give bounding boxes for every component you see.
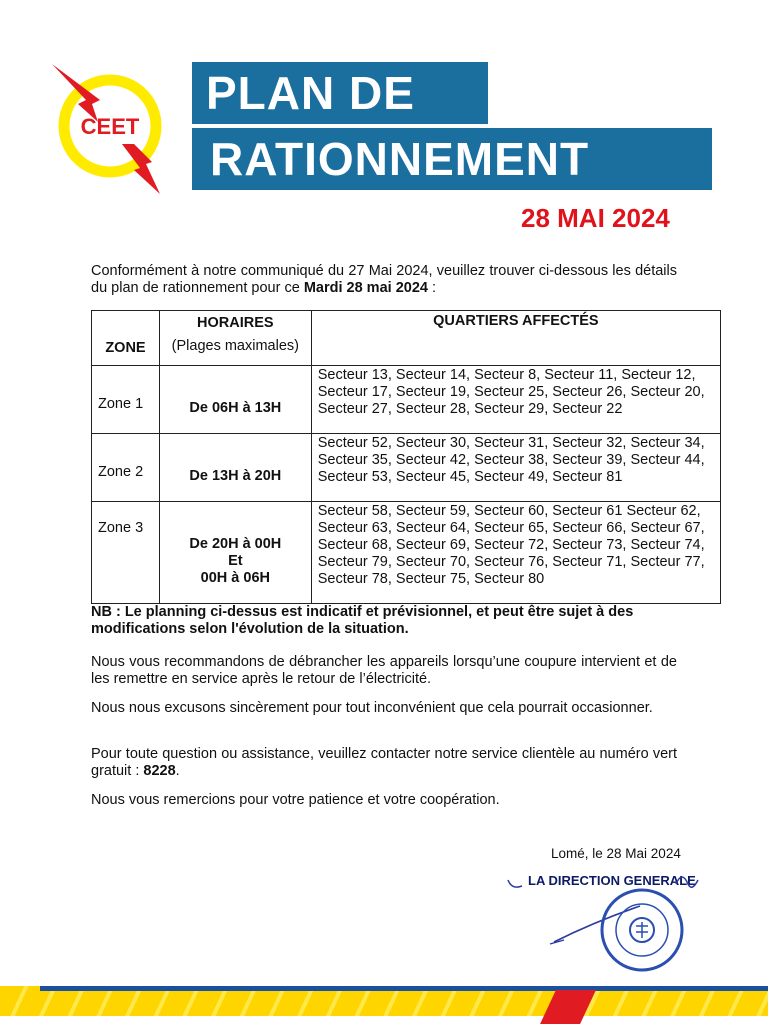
hotline-number: 8228 bbox=[143, 763, 176, 779]
apology-paragraph: Nous nous excusons sincèrement pour tout inconvénient que cela pourrait occasionner. bbox=[91, 700, 653, 716]
horaire-cell: De 06H à 13H bbox=[159, 366, 311, 434]
ceet-logo bbox=[48, 60, 170, 196]
intro-bold-date: Mardi 28 mai 2024 bbox=[303, 280, 428, 296]
table-header-row bbox=[92, 311, 721, 366]
zone-cell: Zone 3 bbox=[92, 502, 160, 604]
contact-paragraph: Pour toute question ou assistance, veuillez contacter notre service clientèle au numéro vert gratuit : 8228. bbox=[91, 746, 677, 779]
horaire-cell: De 13H à 20H bbox=[159, 434, 311, 502]
signature-block bbox=[490, 866, 726, 978]
header-quartiers: QUARTIERS AFFECTÉS bbox=[311, 311, 720, 366]
banner-title-line2: RATIONNEMENT bbox=[192, 128, 712, 190]
zone-cell: Zone 1 bbox=[92, 366, 160, 434]
place-date: Lomé, le 28 Mai 2024 bbox=[551, 846, 681, 861]
table-row bbox=[92, 366, 721, 434]
horaire-cell: De 20H à 00H Et 00H à 06H bbox=[159, 502, 311, 604]
svg-text:CEET: CEET bbox=[80, 114, 140, 139]
quartiers-cell: Secteur 52, Secteur 30, Secteur 31, Secteur 32, Secteur 34, Secteur 35, Secteur 42, Secteur 38, Secteur 39, Secteur 44, Secteur 53, Secteur 45, Secteur 49, Secteur 81 bbox=[311, 434, 720, 502]
signature-stamp-icon bbox=[490, 866, 726, 978]
table-row bbox=[92, 502, 721, 604]
rationing-table bbox=[91, 310, 721, 604]
advice-paragraph: Nous vous recommandons de débrancher les appareils lorsqu’une coupure intervient et de les remettre en service après le retour de l’électricité. bbox=[91, 654, 677, 687]
quartiers-cell: Secteur 13, Secteur 14, Secteur 8, Secteur 11, Secteur 12, Secteur 17, Secteur 19, Secteur 25, Secteur 26, Secteur 20, Secteur 27, Secteur 28, Secteur 29, Secteur 22 bbox=[311, 366, 720, 434]
thanks-paragraph: Nous vous remercions pour votre patience et votre coopération. bbox=[91, 792, 500, 808]
zone-cell: Zone 2 bbox=[92, 434, 160, 502]
intro-paragraph: Conformément à notre communiqué du 27 Mai 2024, veuillez trouver ci-dessous les détails du plan de rationnement pour ce Mardi 28 mai 2024 : bbox=[91, 263, 677, 296]
table-row bbox=[92, 434, 721, 502]
footer-stripe-blue bbox=[40, 986, 768, 991]
banner-title-line1: PLAN DE bbox=[192, 62, 488, 124]
nb-notice: NB : Le planning ci-dessus est indicatif et prévisionnel, et peut être sujet à des modifications selon l'évolution de la situation. bbox=[91, 604, 634, 637]
header-zone: ZONE bbox=[92, 311, 160, 366]
header-horaires: HORAIRES (Plages maximales) bbox=[159, 311, 311, 366]
quartiers-cell: Secteur 58, Secteur 59, Secteur 60, Secteur 61 Secteur 62, Secteur 63, Secteur 64, Secteur 65, Secteur 66, Secteur 67, Secteur 68, Secteur 69, Secteur 72, Secteur 73, Secteur 74, Secteur 79, Secteur 70, Secteur 76, Secteur 71, Secteur 77, Secteur 78, Secteur 75, Secteur 80 bbox=[311, 502, 720, 604]
direction-label: LA DIRECTION GENERALE bbox=[528, 873, 696, 888]
document-date-title: 28 MAI 2024 bbox=[521, 203, 670, 233]
